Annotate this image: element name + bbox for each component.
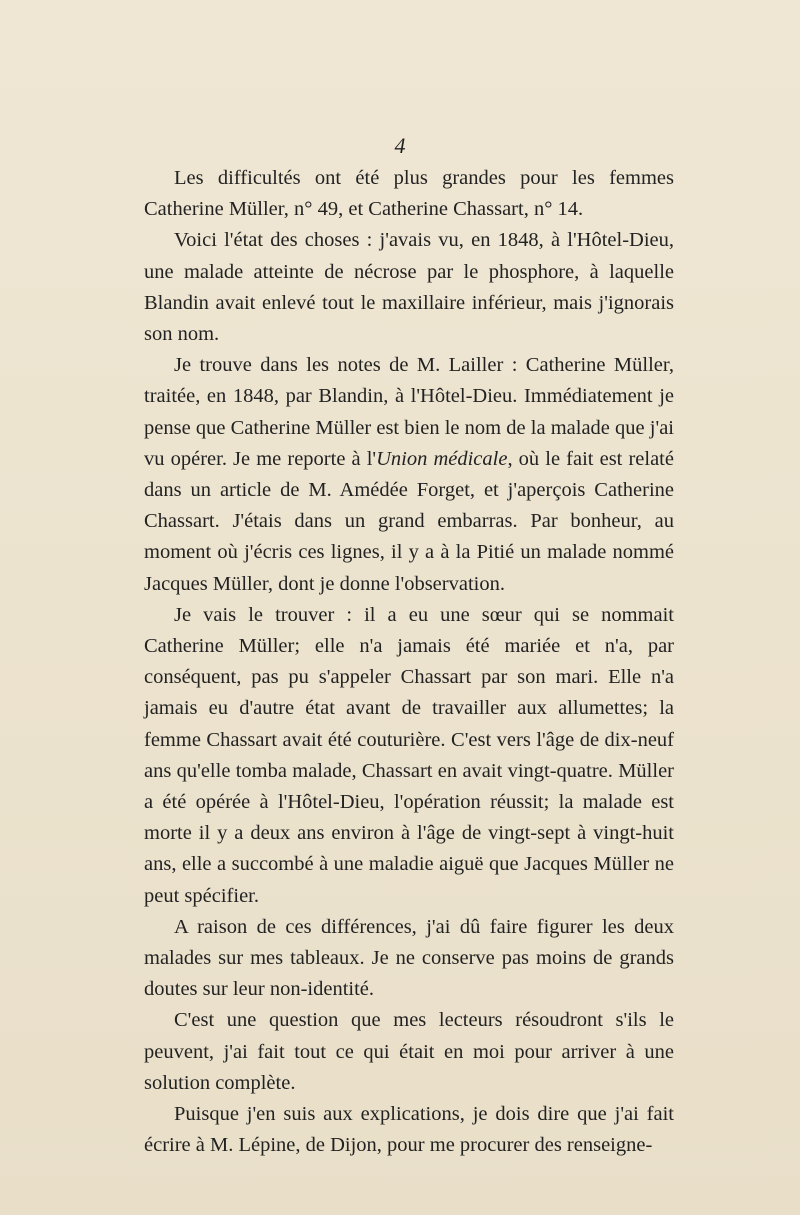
paragraph-4: Je vais le trouver : il a eu une sœur qui se nommait Catherine Müller; elle n'a jamais été mariée et n'a, par conséquent, pas pu s'appeler Chassart par son mari. Elle n'a jamais eu d'autre état avant de travailler aux allumettes; la femme Chassart avait été couturière. C'est vers l'âge de dix-neuf ans qu'elle tomba malade, Chassart en avait vingt-quatre. Müller a été opérée à l'Hôtel-Dieu, l'opération réussit; la malade est morte il y a deux ans environ à l'âge de vingt-sept à vingt-huit ans, elle a succombé à une maladie aiguë que Jacques Müller ne peut spécifier. [144,603,674,907]
paragraph-5: A raison de ces différences, j'ai dû faire figurer les deux malades sur mes tableaux. Je ne conserve pas moins de grands doutes sur leur non-identité. [144,915,674,1001]
paragraph-2: Voici l'état des choses : j'avais vu, en 1848, à l'Hôtel-Dieu, une malade atteinte de nécrose par le phosphore, à laquelle Blandin avait enlevé tout le maxillaire inférieur, mais j'ignorais son nom. [144,229,674,346]
paragraph-1: Les difficultés ont été plus grandes pour les femmes Catherine Müller, n° 49, et Catherine Chassart, n° 14. [144,167,674,221]
paragraph-6: C'est une question que mes lecteurs résoudront s'ils le peuvent, j'ai fait tout ce qui était en moi pour arriver à une solution complète. [144,1009,674,1094]
paragraph-3 [144,350,674,600]
journal-title: Union médicale [376,447,508,470]
page-number: 4 [394,133,406,158]
body-text [144,163,674,1162]
paragraph-7: Puisque j'en suis aux explications, je dois dire que j'ai fait écrire à M. Lépine, de Dijon, pour me procurer des renseigne- [144,1103,674,1157]
paragraph-3-before: Je trouve dans les notes de M. Lailler : Catherine Müller, traitée, en 1848, par Blandin, à l'Hôtel-Dieu. Immédiatement je pense que Catherine Müller est bien le nom de la malade que j'ai vu opérer. Je me reporte à l' [144,354,674,470]
paragraph-3-after: , où le fait est relaté dans un article de M. Amédée Forget, et j'aperçois Catherine Chassart. J'étais dans un grand embarras. Par bonheur, au moment où j'écris ces lignes, il y a à la Pitié un malade nommé Jacques Müller, dont je donne l'observation. [144,447,674,595]
